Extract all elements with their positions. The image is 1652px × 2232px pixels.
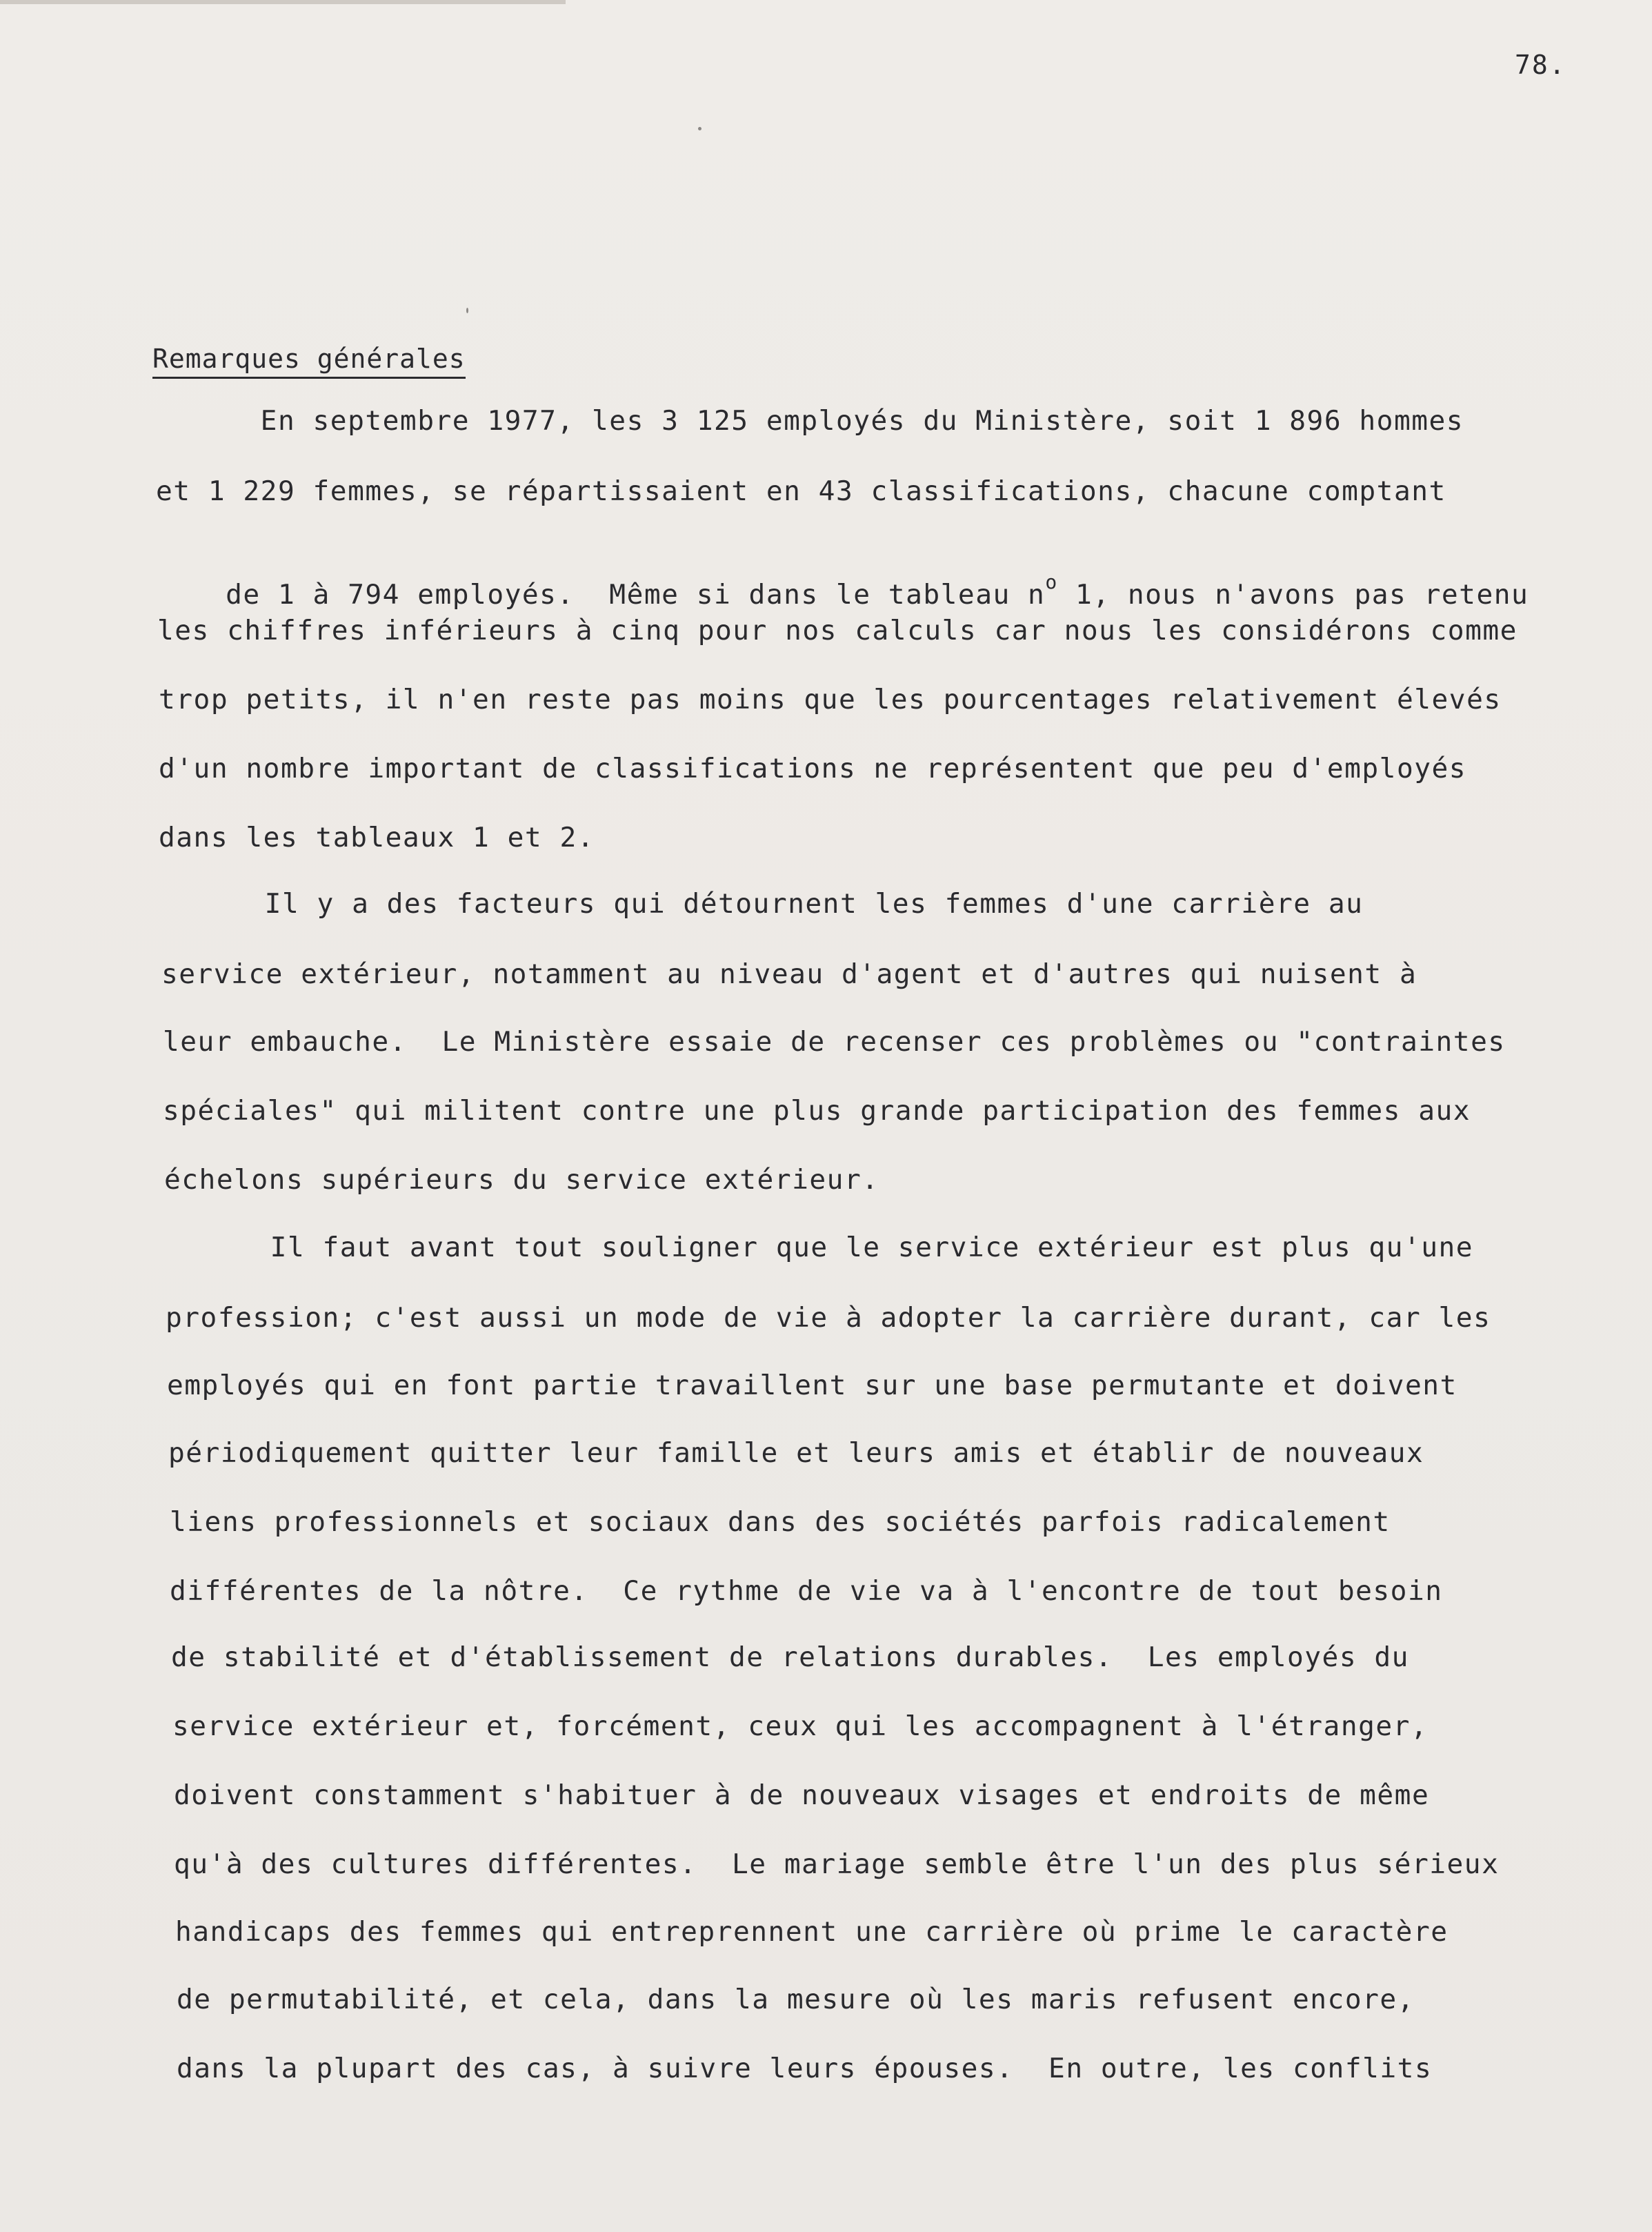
paper-speck (466, 308, 468, 313)
text-line: spéciales" qui militent contre une plus grande participation des femmes aux (163, 1095, 1471, 1127)
superscript: o (1045, 571, 1058, 593)
page-number: 78. (1515, 50, 1566, 80)
text-line: périodiquement quitter leur famille et leurs amis et établir de nouveaux (168, 1437, 1424, 1469)
text-line: Il y a des facteurs qui détournent les femmes d'une carrière au (160, 888, 1364, 920)
text-line: trop petits, il n'en reste pas moins que les pourcentages relativement élevés (159, 684, 1502, 715)
text-line: et 1 229 femmes, se répartissaient en 43 classifications, chacune comptant (156, 475, 1446, 507)
text-line: profession; c'est aussi un mode de vie à adopter la carrière durant, car les (166, 1302, 1491, 1334)
text-line: dans la plupart des cas, à suivre leurs épouses. En outre, les conflits (177, 2053, 1433, 2084)
text-line: d'un nombre important de classifications ne représentent que peu d'employés (159, 753, 1467, 784)
text-line: leur embauche. Le Ministère essaie de recenser ces problèmes ou "contraintes (163, 1026, 1506, 1058)
text-line: En septembre 1977, les 3 125 employés du Ministère, soit 1 896 hommes (156, 405, 1464, 437)
text-line: de stabilité et d'établissement de relations durables. Les employés du (171, 1641, 1409, 1673)
section-heading: Remarques générales (152, 342, 466, 379)
text-line: service extérieur et, forcément, ceux qui les accompagnent à l'étranger, (172, 1710, 1429, 1742)
page-top-edge (0, 0, 566, 4)
text-line: liens professionnels et sociaux dans des sociétés parfois radicalement (170, 1506, 1391, 1538)
text-line: employés qui en font partie travaillent sur une base permutante et doivent (167, 1370, 1457, 1401)
text-line: différentes de la nôtre. Ce rythme de vie va à l'encontre de tout besoin (170, 1575, 1443, 1607)
text-line: handicaps des femmes qui entreprennent une carrière où prime le caractère (175, 1916, 1449, 1948)
text-line: échelons supérieurs du service extérieur. (164, 1164, 879, 1196)
text-line: doivent constamment s'habituer à de nouveaux visages et endroits de même (174, 1779, 1430, 1811)
text-fragment: de 1 à 794 employés. Même si dans le tableau n (226, 579, 1046, 611)
text-line: dans les tableaux 1 et 2. (159, 822, 595, 853)
text-line: service extérieur, notamment au niveau d'agent et d'autres qui nuisent à (161, 958, 1417, 990)
text-line: qu'à des cultures différentes. Le mariage semble être l'un des plus sérieux (174, 1848, 1500, 1880)
text-line: Il faut avant tout souligner que le service extérieur est plus qu'une (166, 1232, 1474, 1263)
text-line: de permutabilité, et cela, dans la mesure où les maris refusent encore, (177, 1984, 1415, 2015)
paper-speck (698, 127, 701, 130)
text-line: les chiffres inférieurs à cinq pour nos calculs car nous les considérons comme (157, 615, 1517, 646)
text-fragment: 1, nous n'avons pas retenu (1057, 579, 1529, 611)
